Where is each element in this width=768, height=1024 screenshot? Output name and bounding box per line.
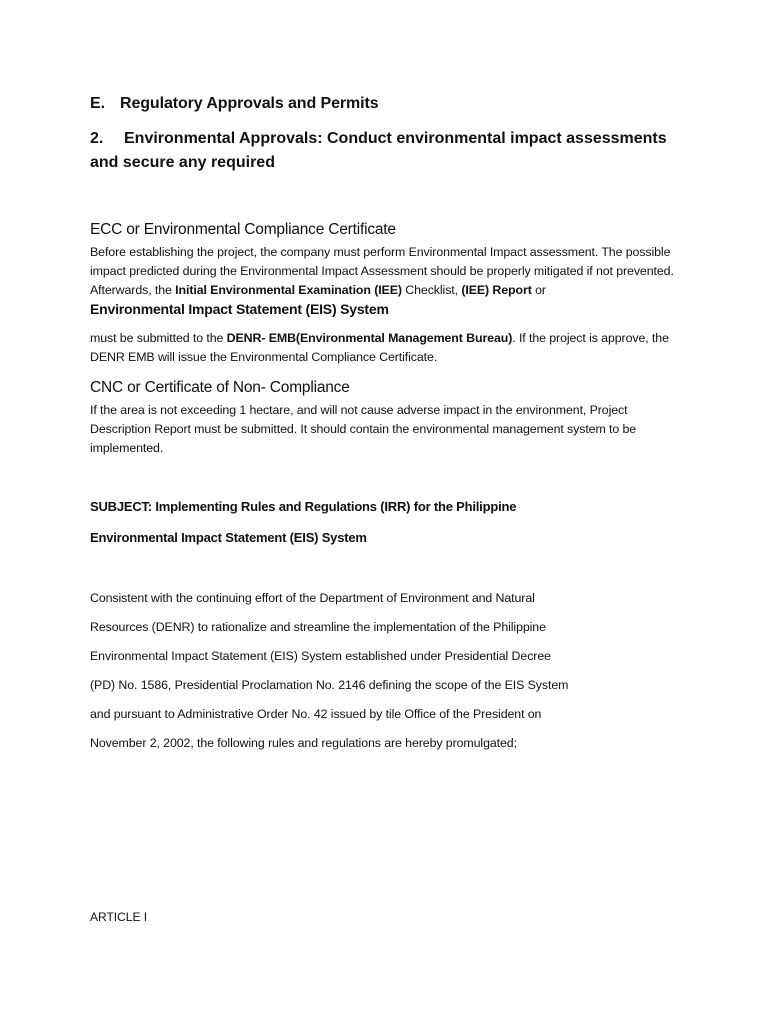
- section-2-number: 2.: [90, 130, 104, 147]
- ecc-p1-iee: Initial Environmental Examination (IEE): [175, 282, 402, 297]
- ecc-p2-text-c: . If the project is approve, the DENR EMB will issue the Environmental Compliance Certificate.: [90, 331, 669, 364]
- body-line: Consistent with the continuing effort of the Department of Environment and Natural: [90, 591, 535, 605]
- section-2-title: Environmental Approvals: Conduct environmental impact assessments and secure any required: [90, 130, 667, 171]
- ecc-p1-text-a: Before establishing the project, the company must perform Environmental Impact assessment. The possible impact predicted during the Environmental Impact Assessment should be properly mitigated if not prevented. Afterwards, the: [90, 245, 674, 297]
- ecc-p1-iee-report: (IEE) Report: [461, 282, 532, 297]
- ecc-paragraph-2: [90, 329, 680, 367]
- ecc-p1-text-d: or: [531, 282, 546, 297]
- body-line: and pursuant to Administrative Order No. 42 issued by tile Office of the President on: [90, 707, 542, 721]
- body-line: November 2, 2002, the following rules and regulations are hereby promulgated;: [90, 736, 517, 750]
- body-line: Environmental Impact Statement (EIS) System established under Presidential Decree: [90, 649, 551, 663]
- body-line: (PD) No. 1586, Presidential Proclamation No. 2146 defining the scope of the EIS System: [90, 678, 569, 692]
- eis-heading: Environmental Impact Statement (EIS) System: [90, 301, 389, 317]
- cnc-heading: CNC or Certificate of Non- Compliance: [90, 379, 350, 396]
- ecc-p2-denr-emb: DENR- EMB(Environmental Management Bureau): [226, 331, 513, 345]
- section-e-number: E.: [90, 95, 105, 112]
- section-2-heading: [90, 127, 690, 175]
- subject-line-1: SUBJECT: Implementing Rules and Regulations (IRR) for the Philippine: [90, 499, 517, 514]
- ecc-p2-text-a: must be submitted to the: [90, 331, 227, 345]
- ecc-heading: ECC or Environmental Compliance Certificate: [90, 221, 396, 238]
- cnc-paragraph: If the area is not exceeding 1 hectare, and will not cause adverse impact in the environment, Project Description Report must be submitted. It should contain the environmental management system to be implemented.: [90, 403, 637, 455]
- section-e-title: Regulatory Approvals and Permits: [120, 95, 379, 112]
- subject-line-2: Environmental Impact Statement (EIS) System: [90, 530, 367, 545]
- ecc-p1-text-c: Checklist,: [401, 282, 462, 297]
- section-e-heading: [90, 95, 379, 113]
- article-label: ARTICLE I: [90, 910, 148, 924]
- body-line: Resources (DENR) to rationalize and streamline the implementation of the Philippine: [90, 620, 546, 634]
- ecc-paragraph-1: [90, 243, 680, 299]
